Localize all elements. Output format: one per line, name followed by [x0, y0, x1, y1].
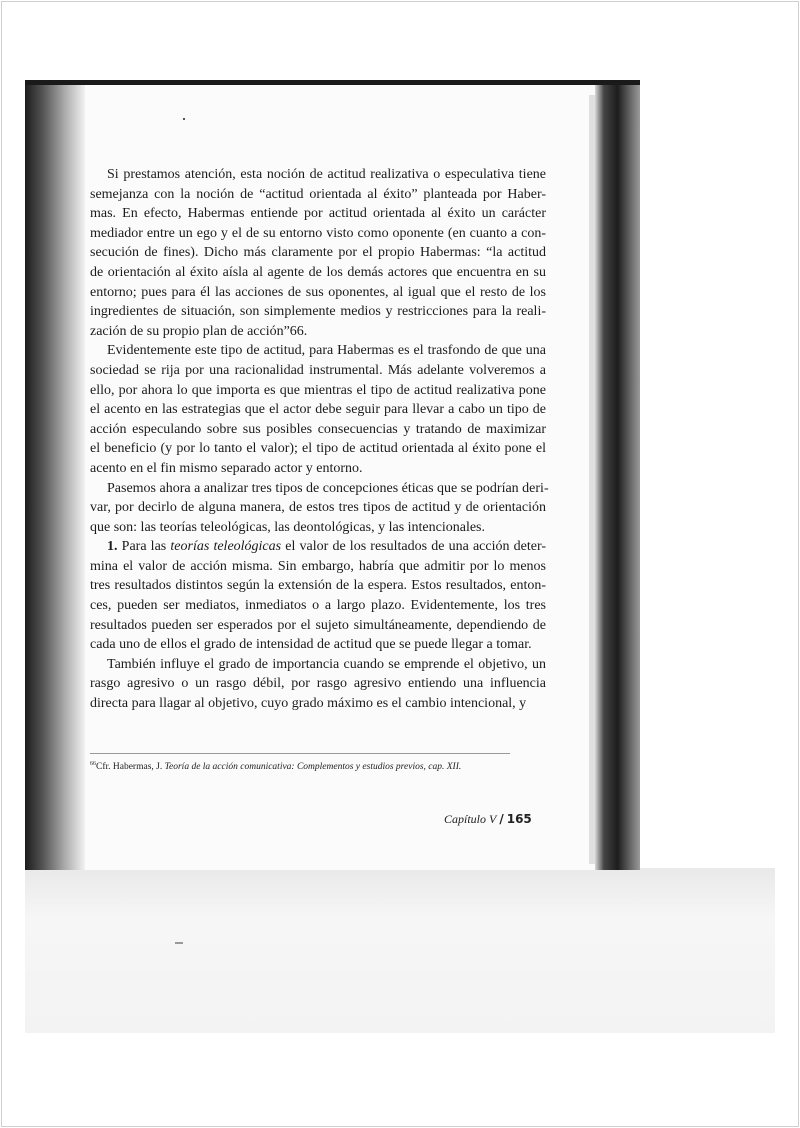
scan-speck [183, 118, 185, 120]
paragraph [90, 479, 549, 538]
text-line: cada uno de ellos el grado de intensidad de actitud que se puede llegar a tomar. [90, 637, 532, 653]
text-line: ello, por ahora lo que importa es que mientras el tipo de actitud realizativa pone [90, 382, 546, 398]
text-line: rasgo agresivo o un rasgo débil, por rasgo agresivo entiendo una influencia [90, 676, 546, 692]
text-line: mas. En efecto, Habermas entiende por actitud orientada al éxito un carácter [90, 206, 546, 222]
scan-background [25, 868, 775, 1033]
text-line: secución de fines). Dicho más claramente por el propio Habermas: “la actitud [90, 245, 546, 261]
body-text [90, 165, 549, 714]
paragraph [90, 655, 546, 714]
text-line: mediador entre un ego y el de su entorno visto como oponente (en cuanto a con- [90, 225, 546, 241]
book-fore-edge [595, 85, 640, 870]
text-line: var, por decirlo de alguna manera, de estos tres tipos de actitud y de orientación [90, 500, 546, 516]
text-line: sociedad se rija por una racionalidad instrumental. Más adelante volveremos a [90, 362, 546, 378]
paragraph [90, 165, 546, 341]
text-line: 1. Para las teorías teleológicas el valor de los resultados de una acción deter- [107, 539, 547, 555]
text-line: tres resultados distintos según la extensión de la espera. Estos resultados, enton- [90, 578, 546, 594]
text-line: mina el valor de acción misma. Sin embargo, habría que admitir por lo menos [90, 558, 546, 574]
paragraph [90, 537, 546, 655]
page-number: 165 [506, 812, 532, 826]
text-line: ces, pueden ser mediatos, inmediatos o a largo plazo. Evidentemente, los tres [90, 598, 546, 614]
footnote: $^{66}$Cfr. Habermas, J. Teoría de la acción comunicativa: Complementos y estudios previos, cap. XII. [90, 761, 462, 773]
text-line: de orientación al éxito aísla al agente de los demás actores que encuentra en su [90, 264, 546, 280]
text-line: También influye el grado de importancia cuando se emprende el objetivo, un [107, 656, 546, 672]
footnote-rule [90, 753, 510, 754]
text-line: ingredientes de situación, son simplemente medios y restricciones para la reali- [90, 304, 546, 320]
paragraph [90, 341, 546, 478]
text-line: Si prestamos atención, esta noción de actitud realizativa o especulativa tiene [107, 167, 546, 182]
text-line: semejanza con la noción de “actitud orientada al éxito” planteada por Haber- [90, 186, 546, 202]
text-line: el acento en las estrategias que el actor debe seguir para llevar a cabo un tipo de [90, 402, 546, 418]
text-line: zación de su propio plan de acción”66. [90, 323, 308, 339]
text-line: acción especulando sobre sus posibles consecuencias y tratando de maximizar [90, 421, 546, 437]
text-line: Evidentemente este tipo de actitud, para Habermas es el trasfondo de que una [107, 343, 546, 359]
text-line: el beneficio (y por lo tanto el valor); el tipo de actitud orientada al éxito pone el [90, 441, 546, 457]
text-line: entorno; pues para él las acciones de sus oponentes, al igual que el resto de los [90, 284, 546, 300]
text-line: Pasemos ahora a analizar tres tipos de concepciones éticas que se podrían deri- [107, 480, 549, 496]
page-folio: Capítulo V / 165 [444, 812, 532, 826]
text-line: resultados pueden ser esperados por el sujeto simultáneamente, dependiendo de [90, 617, 546, 633]
chapter-label: Capítulo V [444, 812, 497, 826]
book-page [25, 80, 640, 870]
text-line: que son: las teorías teleológicas, las deontológicas, y las intencionales. [90, 519, 486, 535]
text-line: acento en el fin mismo separado actor y entorno. [90, 460, 363, 476]
book-binding-shadow [25, 85, 85, 870]
text-line: directa para llagar al objetivo, cuyo grado máximo es el cambio intencional, y [90, 696, 527, 712]
scan-speck [175, 942, 183, 944]
